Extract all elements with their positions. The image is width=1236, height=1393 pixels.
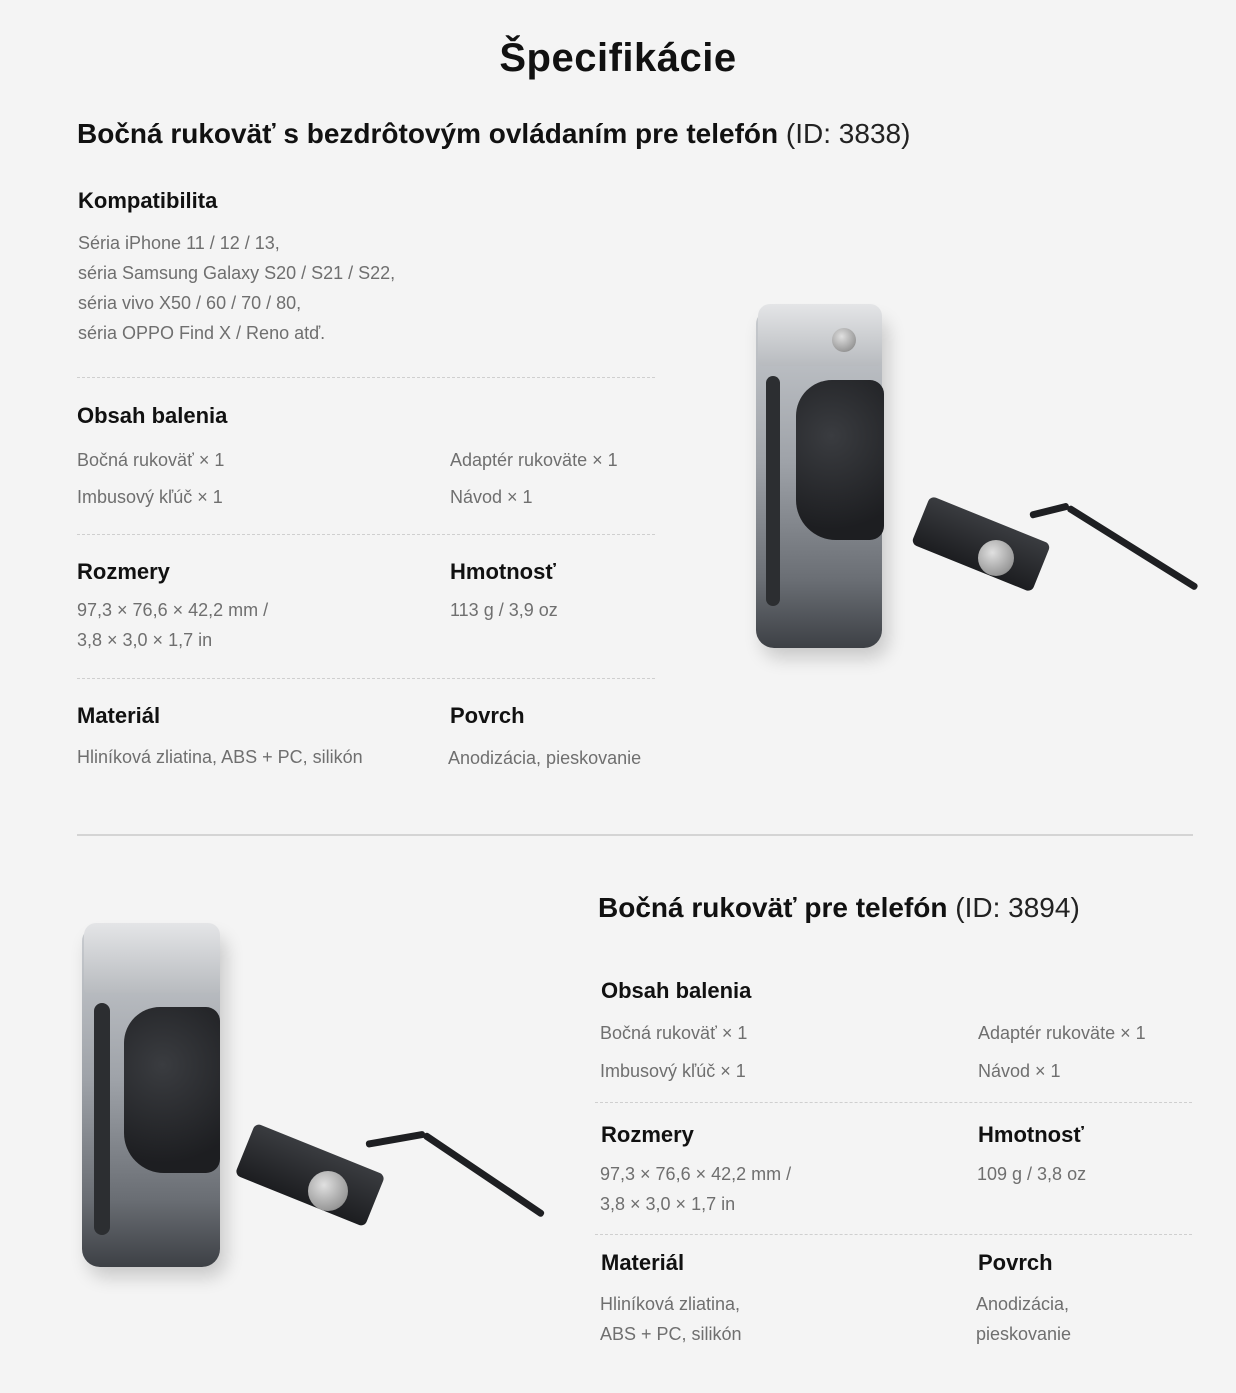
shutter-button-icon (832, 328, 856, 352)
package-item: Bočná rukoväť × 1 (77, 450, 225, 470)
grip-pad (796, 380, 884, 540)
material-line: Hliníková zliatina, (600, 1294, 741, 1314)
product2-package-label: Obsah balenia (601, 978, 752, 1003)
product1-title (77, 118, 910, 150)
product1-material-value: Hliníková zliatina, ABS + PC, silikón (77, 747, 363, 767)
product2-finish-label: Povrch (978, 1250, 1053, 1275)
grip-slot (94, 1003, 110, 1235)
divider (77, 678, 655, 679)
grip-top (84, 923, 220, 993)
material-line: ABS + PC, silikón (600, 1324, 742, 1344)
product1-name: Bočná rukoväť s bezdrôtovým ovládaním pre telefón (77, 118, 779, 149)
package-item: Adaptér rukoväte × 1 (450, 450, 618, 470)
adapter-icon (235, 1123, 386, 1227)
product2-material-value (600, 1289, 742, 1349)
wrench-icon (365, 1131, 425, 1148)
package-item: Bočná rukoväť × 1 (600, 1023, 748, 1043)
dimensions-line: 3,8 × 3,0 × 1,7 in (77, 630, 213, 650)
product1-dimensions-value (77, 595, 268, 655)
divider (595, 1102, 1192, 1103)
product1-id: (ID: 3838) (785, 118, 911, 149)
product1-package-label: Obsah balenia (77, 403, 228, 428)
compatibility-line: séria OPPO Find X / Reno atď. (78, 323, 326, 343)
product1-compatibility-label: Kompatibilita (78, 188, 218, 213)
package-item: Návod × 1 (978, 1061, 1061, 1081)
divider (77, 534, 655, 535)
package-item: Návod × 1 (450, 487, 533, 507)
package-item: Adaptér rukoväte × 1 (978, 1023, 1146, 1043)
product2-dimensions-label: Rozmery (601, 1122, 694, 1147)
wrench-icon-long (422, 1132, 545, 1218)
compatibility-line: séria Samsung Galaxy S20 / S21 / S22, (78, 263, 396, 283)
adapter-knob-icon (308, 1171, 348, 1211)
product2-material-label: Materiál (601, 1250, 685, 1275)
compatibility-line: Séria iPhone 11 / 12 / 13, (78, 233, 280, 253)
product2-id: (ID: 3894) (955, 892, 1080, 923)
product2-title (598, 892, 1080, 924)
product1-weight-value: 113 g / 3,9 oz (450, 600, 558, 620)
page-title: Špecifikácie (499, 36, 737, 80)
dimensions-line: 97,3 × 76,6 × 42,2 mm / (77, 600, 269, 620)
finish-line: Anodizácia, (976, 1294, 1070, 1314)
adapter-icon (911, 496, 1051, 593)
product2-dimensions-value (600, 1159, 791, 1219)
product1-compatibility-list (78, 228, 395, 348)
product1-finish-label: Povrch (450, 703, 525, 728)
product1-material-label: Materiál (77, 703, 161, 728)
dimensions-line: 97,3 × 76,6 × 42,2 mm / (600, 1164, 792, 1184)
grip-top (758, 304, 882, 366)
product2-image (70, 915, 560, 1285)
grip-pad (124, 1007, 220, 1173)
dimensions-line: 3,8 × 3,0 × 1,7 in (600, 1194, 736, 1214)
product1-weight-label: Hmotnosť (450, 559, 556, 584)
product2-name: Bočná rukoväť pre telefón (598, 892, 948, 923)
divider (595, 1234, 1192, 1235)
adapter-knob-icon (978, 540, 1014, 576)
package-item: Imbusový kľúč × 1 (77, 487, 223, 507)
finish-line: pieskovanie (976, 1324, 1072, 1344)
product1-dimensions-label: Rozmery (77, 559, 170, 584)
wrench-icon-long (1066, 505, 1199, 591)
product2-finish-value (976, 1289, 1071, 1349)
compatibility-line: séria vivo X50 / 60 / 70 / 80, (78, 293, 302, 313)
divider (77, 377, 655, 378)
section-divider (77, 834, 1193, 836)
wrench-icon (1029, 502, 1070, 518)
product2-weight-value: 109 g / 3,8 oz (977, 1164, 1087, 1184)
product2-weight-label: Hmotnosť (978, 1122, 1084, 1147)
product1-image (740, 290, 1220, 670)
package-item: Imbusový kľúč × 1 (600, 1061, 746, 1081)
grip-slot (766, 376, 780, 606)
product1-finish-value: Anodizácia, pieskovanie (448, 748, 642, 768)
